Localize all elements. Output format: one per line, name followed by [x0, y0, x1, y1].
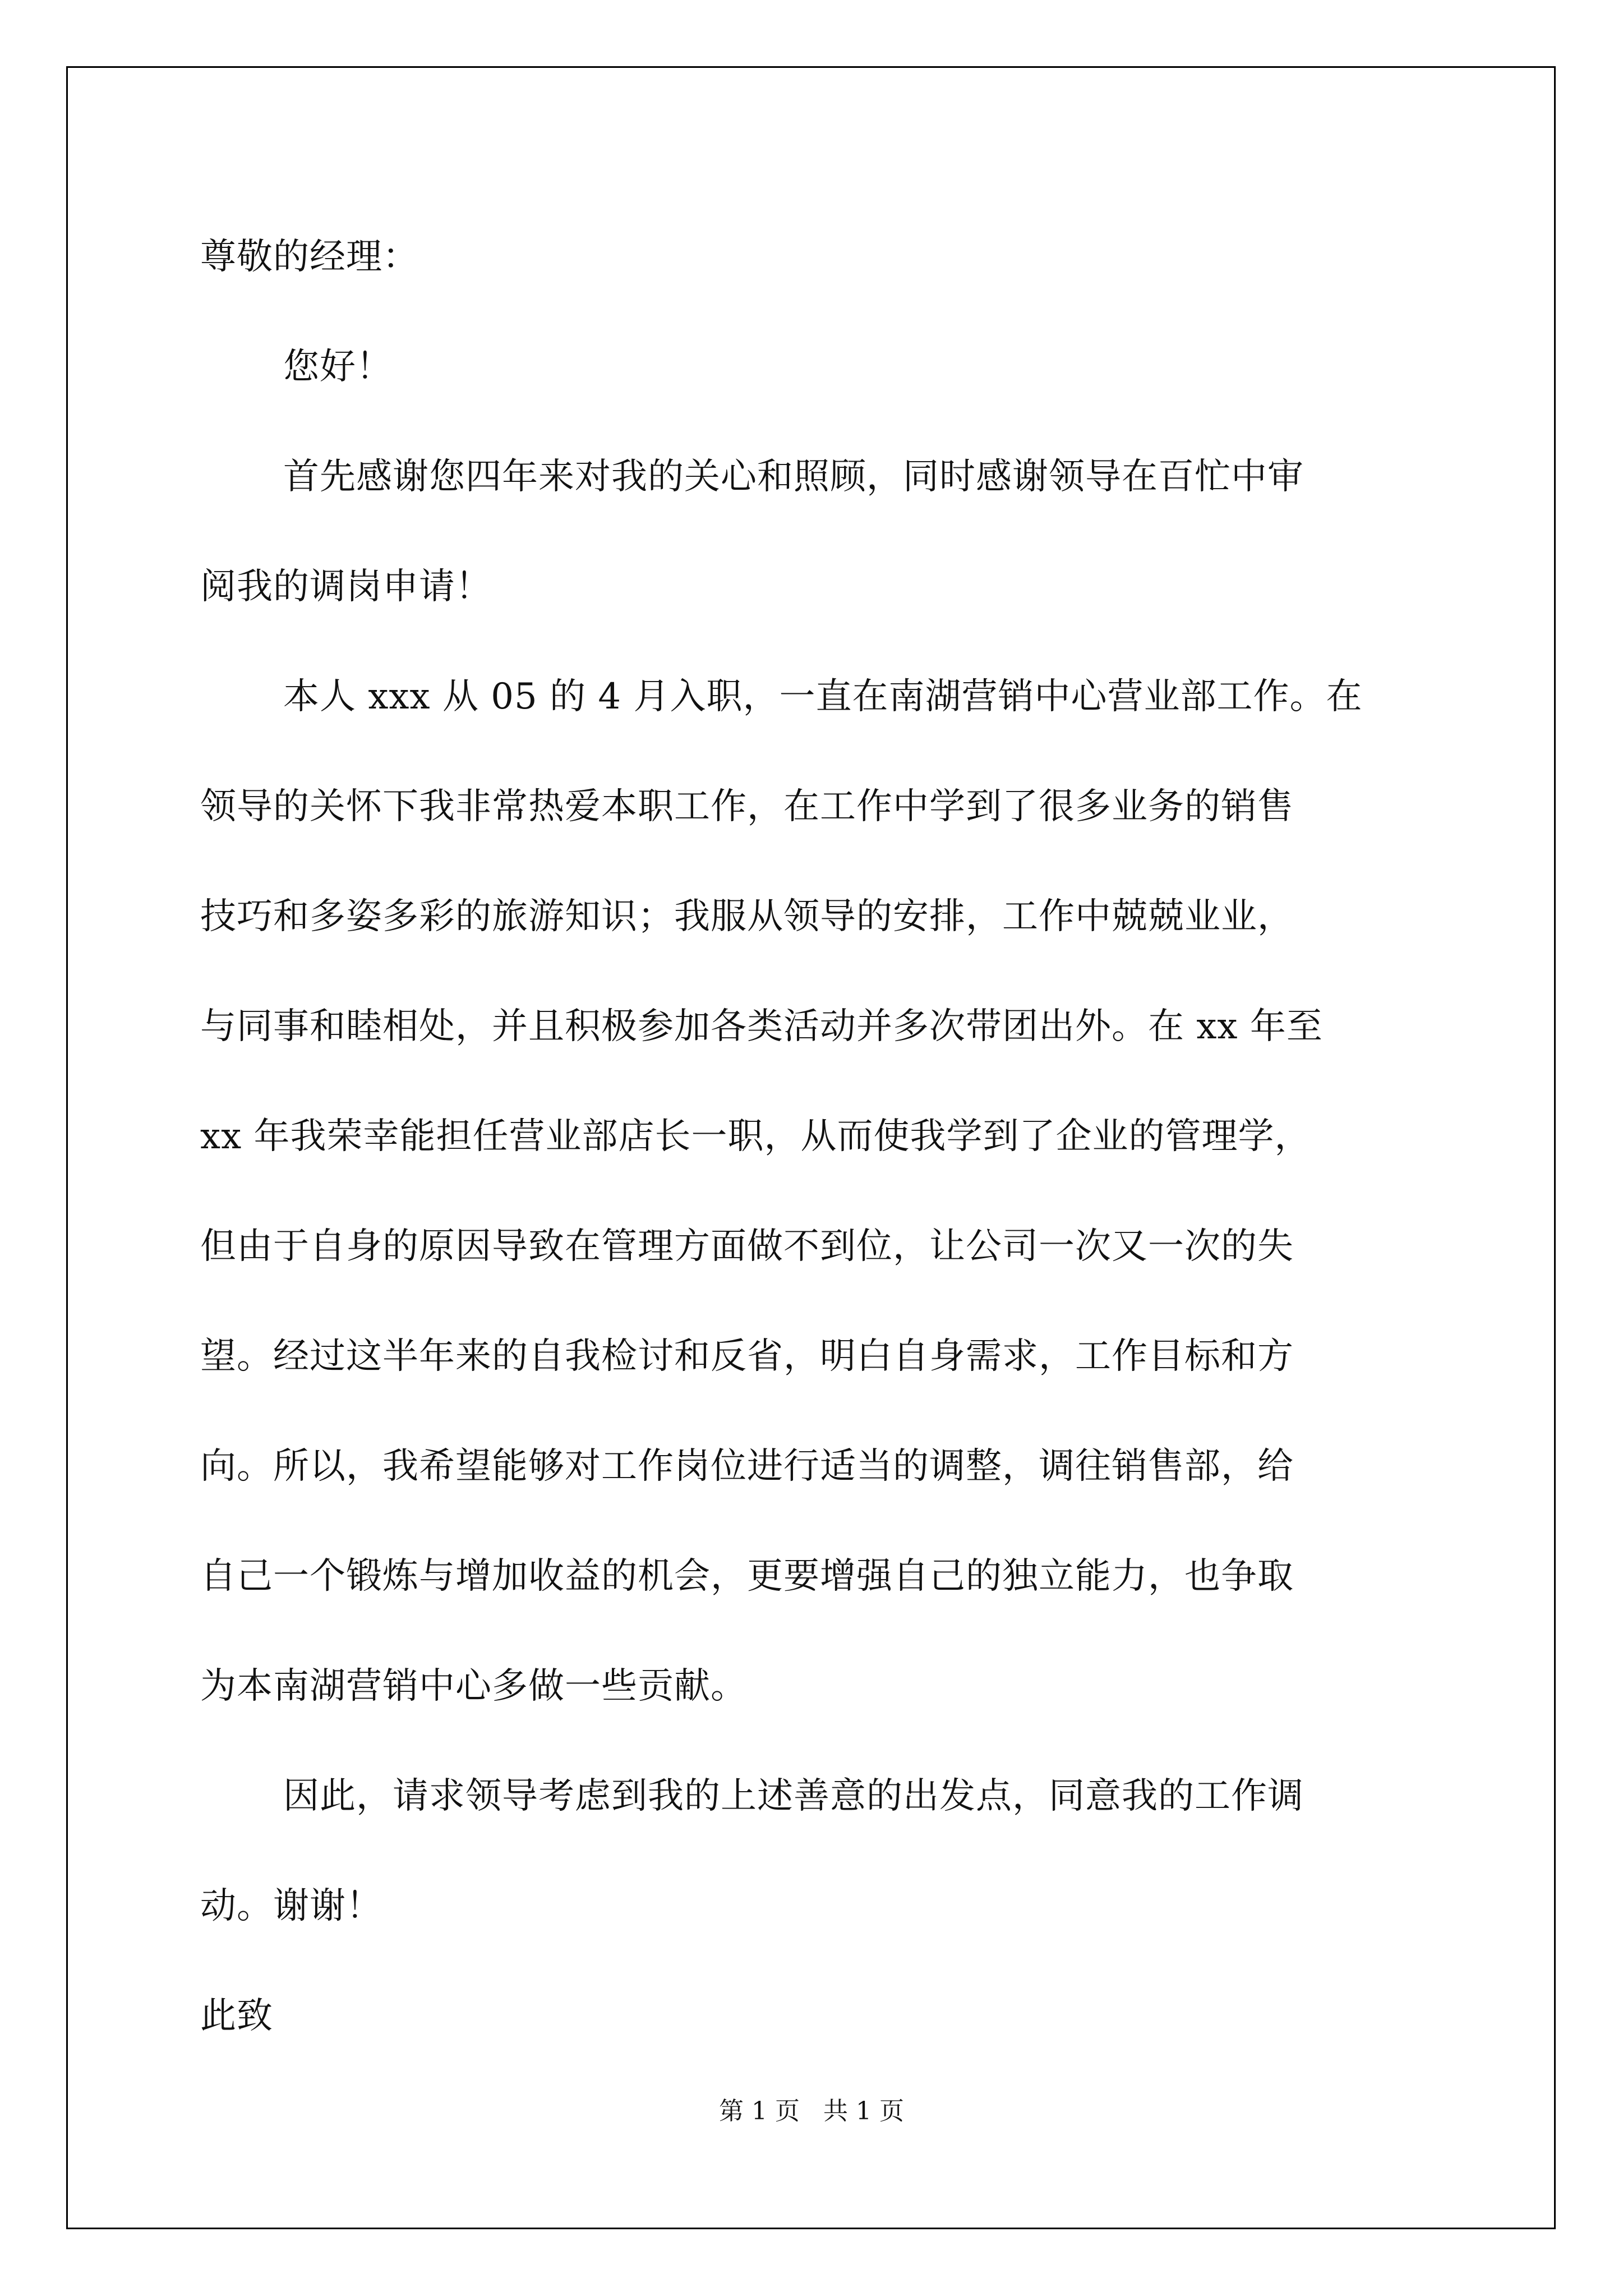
- paragraph-line: 技巧和多姿多彩的旅游知识；我服从领导的安排，工作中兢兢业业，: [200, 896, 1294, 937]
- paragraph-line: 本人 xxx 从 05 的 4 月入职，一直在南湖营销中心营业部工作。在: [283, 676, 1363, 717]
- paragraph-line: 望。经过这半年来的自我检讨和反省，明白自身需求，工作目标和方: [200, 1336, 1294, 1377]
- paragraph-line: 为本南湖营销中心多做一些贡献。: [200, 1665, 747, 1707]
- paragraph-background: [200, 642, 1423, 1741]
- paragraph-line: 阅我的调岗申请！: [200, 566, 492, 608]
- paragraph-line: 动。谢谢！: [200, 1885, 382, 1927]
- paragraph-thanks: [200, 422, 1423, 642]
- paragraph-request: [200, 1741, 1423, 1961]
- paragraph-line: 向。所以，我希望能够对工作岗位进行适当的调整，调往销售部，给: [200, 1446, 1294, 1487]
- paragraph-line: 自己一个锻炼与增加收益的机会，更要增强自己的独立能力，也争取: [200, 1556, 1294, 1597]
- paragraph-line: 因此，请求领导考虑到我的上述善意的出发点，同意我的工作调: [283, 1775, 1304, 1817]
- page-number-footer: 第 1 页 共 1 页: [719, 2097, 904, 2125]
- paragraph-line: xx 年我荣幸能担任营业部店长一职，从而使我学到了企业的管理学，: [200, 1116, 1311, 1157]
- paragraph-line: 但由于自身的原因导致在管理方面做不到位，让公司一次又一次的失: [200, 1226, 1294, 1267]
- paragraph-line: 领导的关怀下我非常热爱本职工作，在工作中学到了很多业务的销售: [200, 786, 1294, 827]
- greeting: 您好！: [283, 346, 393, 388]
- paragraph-line: 首先感谢您四年来对我的关心和照顾，同时感谢领导在百忙中审: [283, 456, 1304, 498]
- letter-body: [200, 202, 1423, 2071]
- salutation: 尊敬的经理：: [200, 236, 419, 278]
- paragraph-line: 与同事和睦相处，并且积极参加各类活动并多次带团出外。在 xx 年至: [200, 1006, 1323, 1047]
- closing: 此致: [200, 1995, 273, 2037]
